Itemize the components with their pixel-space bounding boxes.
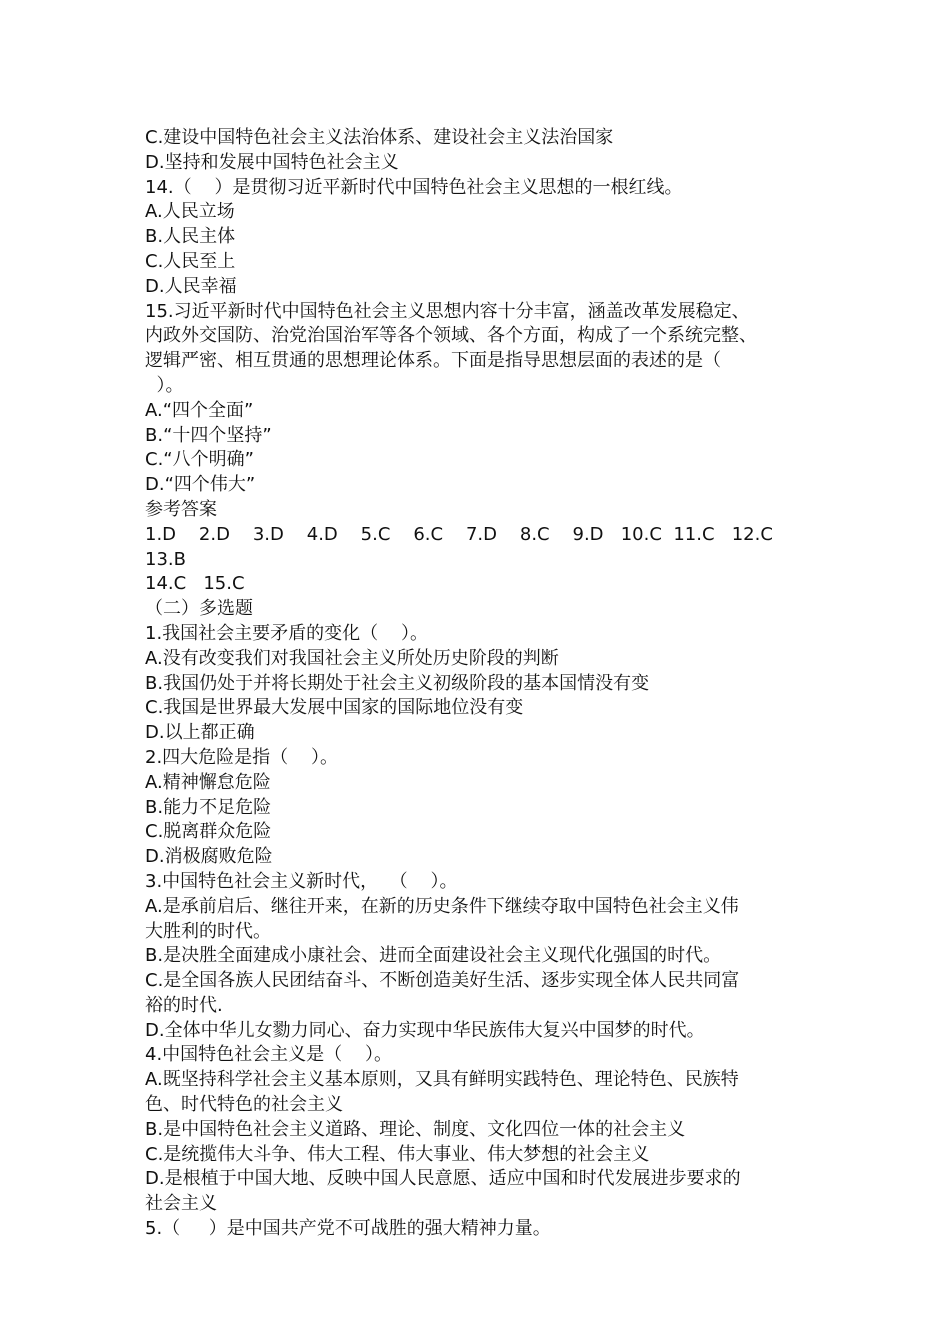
text-line: B.“十四个坚持” [145, 424, 272, 446]
text-line: D.人民幸福 [145, 275, 237, 297]
text-line: A.精神懈怠危险 [145, 771, 271, 793]
text-line: 裕的时代. [145, 994, 223, 1016]
text-line: 14.（ ）是贯彻习近平新时代中国特色社会主义思想的一根红线。 [145, 176, 683, 198]
text-line: 3.中国特色社会主义新时代， （ ）。 [145, 870, 458, 892]
text-line: A.既坚持科学社会主义基本原则，又具有鲜明实践特色、理论特色、民族特 [145, 1069, 739, 1091]
text-line: 14.C 15.C [145, 573, 245, 595]
text-line: A.是承前启后、继往开来，在新的历史条件下继续夺取中国特色社会主义伟 [145, 895, 739, 917]
text-line: B.是决胜全面建成小康社会、进而全面建设社会主义现代化强国的时代。 [145, 945, 722, 967]
text-line: C.“八个明确” [145, 449, 254, 471]
text-line: C.建设中国特色社会主义法治体系、建设社会主义法治国家 [145, 127, 614, 148]
text-line: C.是统揽伟大斗争、伟大工程、伟大事业、伟大梦想的社会主义 [145, 1143, 650, 1165]
text-line: 1.D 2.D 3.D 4.D 5.C 6.C 7.D 8.C 9.D 10.C 11.C 12.C 13.B [145, 523, 791, 570]
text-line: C.人民至上 [145, 250, 236, 272]
text-line: 15.习近平新时代中国特色社会主义思想内容十分丰富，涵盖改革发展稳定、 [145, 300, 750, 322]
text-line: D.全体中华儿女勠力同心、奋力实现中华民族伟大复兴中国梦的时代。 [145, 1019, 705, 1041]
text-line: B.能力不足危险 [145, 796, 272, 818]
text-line: D.消极腐败危险 [145, 846, 273, 868]
text-line: A.“四个全面” [145, 399, 254, 421]
text-line: D.是根植于中国大地、反映中国人民意愿、适应中国和时代发展进步要求的 [145, 1168, 741, 1190]
text-line: 2.四大危险是指（ ）。 [145, 746, 339, 768]
text-line: A.没有改变我们对我国社会主义所处历史阶段的判断 [145, 647, 559, 669]
text-line: 4.中国特色社会主义是（ ）。 [145, 1044, 393, 1066]
text-line: 色、时代特色的社会主义 [145, 1094, 343, 1116]
text-line: D.坚持和发展中国特色社会主义 [145, 151, 399, 173]
text-line: A.人民立场 [145, 201, 235, 223]
document-body [145, 126, 825, 1242]
text-line: 参考答案 [145, 498, 217, 520]
text-line: B.是中国特色社会主义道路、理论、制度、文化四位一体的社会主义 [145, 1118, 686, 1140]
text-line: 大胜利的时代。 [145, 920, 271, 942]
text-line: 5.（ ）是中国共产党不可战胜的强大精神力量。 [145, 1218, 551, 1240]
text-line: 1.我国社会主要矛盾的变化（ ）。 [145, 622, 429, 644]
text-line: B.我国仍处于并将长期处于社会主义初级阶段的基本国情没有变 [145, 672, 650, 694]
text-line: D.“四个伟大” [145, 474, 256, 496]
text-line: 逻辑严密、相互贯通的思想理论体系。下面是指导思想层面的表述的是（ [145, 350, 721, 372]
text-line: （二）多选题 [145, 598, 253, 620]
text-line: 内政外交国防、治党治国治军等各个领域、各个方面，构成了一个系统完整、 [145, 325, 757, 347]
text-line: C.脱离群众危险 [145, 821, 272, 843]
text-line: C.是全国各族人民团结奋斗、不断创造美好生活、逐步实现全体人民共同富 [145, 970, 740, 992]
text-line: 社会主义 [145, 1193, 217, 1215]
text-line: C.我国是世界最大发展中国家的国际地位没有变 [145, 697, 524, 719]
text-line: ）。 [145, 374, 184, 396]
text-line: D.以上都正确 [145, 722, 255, 744]
text-line: B.人民主体 [145, 226, 236, 248]
